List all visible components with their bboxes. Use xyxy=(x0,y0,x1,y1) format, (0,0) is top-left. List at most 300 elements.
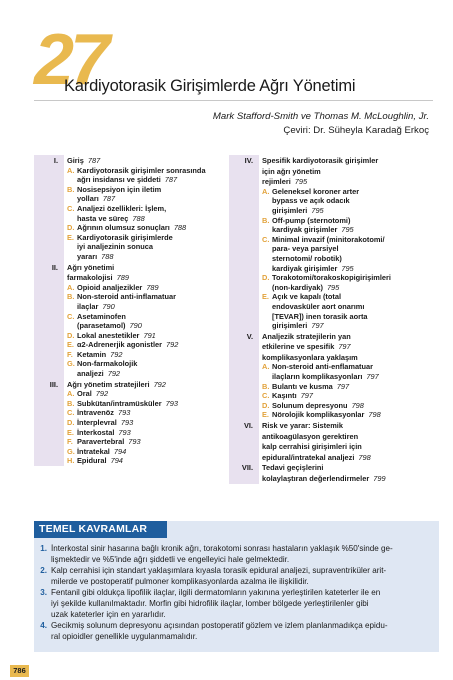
toc-entry-letter: D. xyxy=(67,418,75,428)
toc-page-number: 790 xyxy=(102,301,115,311)
toc-page-number: 798 xyxy=(368,410,381,420)
toc-section-title-text: komplikasyonlara yaklaşım xyxy=(262,352,358,362)
toc-entry-row xyxy=(67,447,227,457)
toc-entry-letter: A. xyxy=(262,186,270,196)
key-concept-line: Kalp cerrahisi için standart yaklaşımlara kıyasla torasik epidural analjezi, supraventriküler arit- xyxy=(51,566,387,575)
toc-section xyxy=(34,262,227,379)
toc-entry-line: Non-steroid anti-inflamatuar xyxy=(77,292,176,302)
toc-entry-text xyxy=(272,235,439,245)
toc-page-number: 795 xyxy=(341,225,354,235)
toc-section-title xyxy=(67,272,227,283)
toc-page-number: 795 xyxy=(341,263,354,273)
key-concept-item xyxy=(36,543,436,565)
toc-section-title-text: Analjezik stratejilerin yan xyxy=(262,331,351,341)
toc-section-title-text: farmakolojisi xyxy=(67,273,113,283)
toc-entry-line: ilaçların komplikasyonları xyxy=(272,372,363,382)
toc-entry-row xyxy=(262,362,439,372)
toc-entry-letter: C. xyxy=(67,203,75,213)
key-concept-item xyxy=(36,587,436,620)
toc-page-number: 797 xyxy=(336,381,350,391)
toc-page-number: 795 xyxy=(326,282,340,292)
toc-page-number: 797 xyxy=(300,391,313,401)
toc-entry-line: girişimleri xyxy=(272,321,308,331)
toc-entry-letter: E. xyxy=(262,410,269,420)
key-concept-number: 1. xyxy=(40,544,47,553)
toc-section xyxy=(34,379,227,466)
toc-entry-text xyxy=(272,292,439,302)
toc-entry-text xyxy=(77,166,227,176)
toc-section-title-text: etkilerine ve spesifik xyxy=(262,342,335,352)
toc-section-body xyxy=(64,262,227,379)
toc-entry-text xyxy=(272,264,439,274)
toc-entry-row xyxy=(67,312,227,322)
toc-section-title xyxy=(67,155,227,166)
toc-entry-text xyxy=(77,252,227,262)
toc-entry-text xyxy=(272,321,439,331)
toc-page-number: 788 xyxy=(132,213,145,223)
toc-section-title xyxy=(67,379,227,390)
toc-page-number: 793 xyxy=(128,437,141,447)
toc-section-title xyxy=(262,155,439,166)
toc-entry-text xyxy=(77,233,227,243)
toc-entry-letter: B. xyxy=(67,398,75,408)
toc-page-number: 793 xyxy=(117,408,131,418)
toc-section-title-text: Spesifik kardiyotorasik girişimler xyxy=(262,156,379,165)
toc-section-title-text: kalp cerrahisi girişimleri için xyxy=(262,442,362,452)
toc-entry-letter xyxy=(262,302,272,312)
toc-entry-line: İnterplevral xyxy=(77,418,117,428)
toc-page-number: 795 xyxy=(294,177,308,187)
concept-list xyxy=(36,543,436,642)
toc-entry-row xyxy=(67,408,227,418)
toc-page-number: 790 xyxy=(129,321,142,331)
toc-entry-letter: D. xyxy=(262,273,270,283)
toc-page-number: 793 xyxy=(165,398,178,408)
toc-entry-text xyxy=(77,331,227,341)
toc-page-number: 792 xyxy=(107,369,121,379)
toc-entry-text xyxy=(272,391,439,401)
toc-entry-text xyxy=(272,312,439,322)
toc-entry-letter: C. xyxy=(262,391,270,401)
toc-page-number: 798 xyxy=(358,452,371,462)
toc-entry-row xyxy=(67,369,227,379)
toc-entry-line: (non-kardiyak) xyxy=(272,282,323,292)
toc-page-number: 799 xyxy=(373,474,386,483)
toc-entry-row xyxy=(67,331,227,341)
key-concept-item xyxy=(36,620,436,642)
toc-section-title xyxy=(262,441,439,452)
toc-page-number: 787 xyxy=(87,156,101,165)
toc-right-column xyxy=(229,155,439,484)
toc-page-number: 788 xyxy=(101,251,114,261)
chapter-title: Kardiyotorasik Girişimlerde Ağrı Yönetimi xyxy=(64,77,356,95)
authors-block xyxy=(213,110,429,138)
toc-section-title-text: için ağrı yönetim xyxy=(262,166,321,176)
toc-entry-line: Nosisepsiyon için iletim xyxy=(77,184,162,194)
toc-entry-text xyxy=(77,312,227,322)
toc-entry-line: ağrı insidansı ve şiddeti xyxy=(77,175,161,185)
toc-entry-line: Kardiyotorasik girişimlerde xyxy=(77,232,173,242)
toc-section-title xyxy=(262,166,439,177)
toc-entry-line: Analjezi özellikleri: İşlem, xyxy=(77,203,167,213)
toc-entry-text xyxy=(77,428,227,438)
toc-entry-text xyxy=(272,410,439,420)
toc-section xyxy=(229,331,439,420)
toc-section-number: IV. xyxy=(229,155,259,331)
toc-section-title-text: antikoagülasyon gerektiren xyxy=(262,431,359,441)
toc-entry-letter xyxy=(262,283,272,293)
toc-entry-row xyxy=(262,283,439,293)
toc-page-number: 793 xyxy=(120,418,134,428)
toc-entry-line: Kardiyotorasik girişimler sonrasında xyxy=(77,165,206,175)
toc-entry-text xyxy=(272,196,439,206)
key-concept-line: uzak kateterler için en yararlıdır. xyxy=(51,610,166,619)
toc-entry-text xyxy=(77,399,227,409)
toc-entry-row xyxy=(262,225,439,235)
toc-section-title xyxy=(262,176,439,187)
toc-section-body xyxy=(259,462,439,483)
toc-entry-text xyxy=(272,187,439,197)
toc-entry-text xyxy=(77,321,227,331)
toc-entry-line: ilaçlar xyxy=(77,301,99,311)
page-number-badge: 786 xyxy=(10,665,29,677)
authors: Mark Stafford-Smith ve Thomas M. McLoughlin, Jr. xyxy=(212,111,429,122)
toc-entry-row xyxy=(67,223,227,233)
toc-entry-line: hasta ve süreç xyxy=(77,213,129,223)
key-concept-text xyxy=(51,587,436,620)
toc-entry-letter: A. xyxy=(262,362,270,372)
toc-section-title xyxy=(262,431,439,442)
toc-section-title-text: Giriş xyxy=(67,156,84,165)
toc-page-number: 798 xyxy=(351,400,364,410)
toc-section-number: VI. xyxy=(229,420,259,462)
toc-section-body xyxy=(259,331,439,420)
toc-entry-line: Lokal anestetikler xyxy=(77,330,140,340)
toc-entry-letter: D. xyxy=(67,330,75,340)
toc-entry-line: (parasetamol) xyxy=(77,321,126,331)
toc-entry-letter xyxy=(262,206,272,216)
toc-entry-row xyxy=(262,312,439,322)
toc-page-number: 791 xyxy=(143,330,156,340)
toc-entry-row xyxy=(262,401,439,411)
toc-entry-row xyxy=(262,235,439,245)
toc-entry-text xyxy=(77,223,227,233)
toc-entry-letter: B. xyxy=(262,381,270,391)
toc-entry-text xyxy=(272,283,439,293)
toc-section-title-text: rejimleri xyxy=(262,177,291,187)
toc-entry-text xyxy=(77,350,227,360)
toc-entry-text xyxy=(272,216,439,226)
toc-entry-text xyxy=(77,292,227,302)
toc-entry-row xyxy=(67,242,227,252)
toc-entry-letter: A. xyxy=(67,389,75,399)
toc-entry-line: Torakotomi/torakoskopigirişimleri xyxy=(272,273,391,283)
toc-entry-line: İntratekal xyxy=(77,446,110,456)
toc-page-number: 789 xyxy=(116,273,129,283)
toc-entry-line: para- veya parsiyel xyxy=(272,244,339,254)
toc-entry-line: endovasküler aort onarımı xyxy=(272,301,365,311)
toc-entry-row xyxy=(67,214,227,224)
toc-page-number: 797 xyxy=(366,372,379,382)
toc-entry-letter xyxy=(67,321,77,331)
toc-entry-row xyxy=(67,292,227,302)
toc-entry-line: yolları xyxy=(77,194,99,204)
toc-page-number: 792 xyxy=(95,389,109,399)
toc-entry-row xyxy=(262,382,439,392)
key-concept-line: iyi şekilde kullanılmaktadır. Morfin gibi hidrofilik ilaçlar, lomber bölgede yerleştirilenler gibi xyxy=(51,599,369,608)
toc-entry-line: kardiyak girişimler xyxy=(272,263,338,273)
toc-entry-letter xyxy=(262,312,272,322)
toc-entry-letter: C. xyxy=(67,311,75,321)
toc-entry-text xyxy=(272,225,439,235)
toc-section-body xyxy=(64,379,227,466)
key-concept-line: Gecikmiş solunum depresyonu açısından postoperatif gözlem ve izlem planlanmadıkça epidu- xyxy=(51,621,388,630)
toc-entry-text xyxy=(272,401,439,411)
toc-page-number: 797 xyxy=(338,342,351,352)
key-concept-text xyxy=(51,620,436,642)
toc-section-number: V. xyxy=(229,331,259,420)
toc-entry-text xyxy=(77,175,227,185)
toc-entry-line: Non-farmakolojik xyxy=(77,359,138,369)
key-concept-line: Fentanil gibi oldukça lipofilik ilaçlar, ilgili dermatomların yakınına yerleştirilen kateterler ile en xyxy=(51,588,381,597)
toc-section-title xyxy=(262,473,439,484)
toc-entry-row xyxy=(67,166,227,176)
toc-entry-row xyxy=(67,321,227,331)
toc-entry-row xyxy=(67,437,227,447)
toc-entry-line: girişimleri xyxy=(272,205,308,215)
toc-entry-letter: E. xyxy=(262,292,269,302)
toc-entry-line: Non-steroid anti-enflamatuar xyxy=(272,362,374,372)
toc-section-body xyxy=(259,155,439,331)
toc-entry-row xyxy=(262,321,439,331)
toc-entry-row xyxy=(67,185,227,195)
toc-entry-line: Asetaminofen xyxy=(77,311,126,321)
toc-section-title xyxy=(67,262,227,273)
toc-page-number: 787 xyxy=(164,175,178,185)
toc-entry-line: yararı xyxy=(77,251,98,261)
toc-section-title-text: Ağrı yönetim stratejileri xyxy=(67,379,150,389)
toc-entry-text xyxy=(77,302,227,312)
toc-section-title-text: Tedavi geçişlerini xyxy=(262,463,324,473)
toc-entry-text xyxy=(77,283,227,293)
toc-entry-letter xyxy=(67,302,77,312)
toc-section-number: II. xyxy=(34,262,64,379)
toc-page-number: 792 xyxy=(166,340,179,350)
toc-entry-letter xyxy=(67,175,77,185)
toc-section xyxy=(229,462,439,483)
toc-entry-text xyxy=(77,214,227,224)
toc-entry-row xyxy=(67,175,227,185)
toc-page-number: 792 xyxy=(153,379,166,389)
toc-entry-row xyxy=(67,252,227,262)
toc-entry-line: İntravenöz xyxy=(77,408,114,418)
toc-entry-letter: E. xyxy=(67,232,74,242)
toc-entry-line: Açık ve kapalı (total xyxy=(272,292,342,302)
toc-entry-text xyxy=(77,340,227,350)
toc-page-number: 797 xyxy=(311,321,324,331)
toc-section-title-text: Risk ve yarar: Sistemik xyxy=(262,421,343,431)
toc-entry-line: iyi analjezinin sonuca xyxy=(77,242,153,252)
toc-entry-text xyxy=(77,369,227,379)
toc-entry-row xyxy=(262,372,439,382)
key-concept-line: lişmektedir ve %5'inde ağrı şiddetli ve engelleyici hale gelmektedir. xyxy=(51,555,290,564)
toc-entry-letter: B. xyxy=(67,292,75,302)
toc-entry-letter: D. xyxy=(262,400,270,410)
toc-section-title xyxy=(262,462,439,473)
toc-entry-line: α2-Adrenerjik agonistler xyxy=(77,340,163,350)
toc-entry-text xyxy=(77,418,227,428)
toc-entry-text xyxy=(77,437,227,447)
toc-entry-row xyxy=(262,244,439,254)
title-rule xyxy=(34,100,433,101)
toc-entry-line: kardiyak girişimler xyxy=(272,225,338,235)
key-concept-item xyxy=(36,565,436,587)
toc-entry-row xyxy=(262,187,439,197)
toc-section-title-text: kolaylaştıran değerlendirmeler xyxy=(262,474,370,483)
toc-page-number: 793 xyxy=(118,427,131,437)
toc-left-column xyxy=(34,155,227,466)
toc-page-number: 792 xyxy=(110,349,123,359)
key-concept-number: 3. xyxy=(40,588,47,597)
toc-entry-letter xyxy=(67,214,77,224)
toc-entry-text xyxy=(272,244,439,254)
toc-entry-letter: G. xyxy=(67,446,75,456)
toc-entry-line: Off-pump (sternotomi) xyxy=(272,215,351,225)
toc-entry-text xyxy=(272,254,439,264)
toc-entry-letter xyxy=(262,254,272,264)
toc-page-number: 789 xyxy=(146,282,159,292)
toc-page-number: 794 xyxy=(110,456,123,466)
toc-entry-line: sternotomi/ robotik) xyxy=(272,253,342,263)
toc-entry-row xyxy=(67,359,227,369)
translator: Çeviri: Dr. Süheyla Karadağ Erkoç xyxy=(283,125,429,136)
toc-entry-line: Bulantı ve kusma xyxy=(272,381,333,391)
toc-entry-row xyxy=(67,389,227,399)
toc-entry-text xyxy=(77,242,227,252)
toc-entry-letter: B. xyxy=(67,184,75,194)
toc-entry-text xyxy=(272,372,439,382)
toc-section xyxy=(34,155,227,262)
toc-entry-letter: B. xyxy=(262,215,270,225)
key-concept-line: İnterkostal sinir hasarına bağlı kronik ağrı, torakotomi sonrası hastaların yaklaşık %50'sinde ge- xyxy=(51,544,393,553)
toc-entry-letter: A. xyxy=(67,165,75,175)
toc-entry-line: Ağrının olumsuz sonuçları xyxy=(77,223,170,233)
toc-page-number: 787 xyxy=(102,194,116,204)
toc-section-title xyxy=(262,420,439,431)
toc-entry-row xyxy=(262,292,439,302)
toc-page-number: 788 xyxy=(173,223,187,233)
toc-section-body xyxy=(64,155,227,262)
toc-entry-letter xyxy=(262,244,272,254)
toc-entry-text xyxy=(272,382,439,392)
toc-entry-line: analjezi xyxy=(77,369,104,379)
toc-entry-row xyxy=(262,216,439,226)
toc-entry-letter xyxy=(67,242,77,252)
toc-entry-line: [TEVAR]) inen torasik aorta xyxy=(272,311,368,321)
toc-entry-row xyxy=(67,340,227,350)
toc-entry-row xyxy=(67,399,227,409)
toc-entry-letter xyxy=(262,372,272,382)
toc-entry-row xyxy=(67,194,227,204)
toc-entry-text xyxy=(77,447,227,457)
toc-entry-text xyxy=(77,456,227,466)
toc-entry-text xyxy=(77,408,227,418)
toc-entry-letter xyxy=(262,196,272,206)
toc-section xyxy=(229,420,439,462)
toc-entry-line: Subkütan/intramüsküler xyxy=(77,398,162,408)
toc-entry-line: Oral xyxy=(77,389,92,399)
toc-entry-text xyxy=(272,206,439,216)
toc-section-number: III. xyxy=(34,379,64,466)
key-concept-number: 2. xyxy=(40,566,47,575)
toc-section-body xyxy=(259,420,439,462)
toc-entry-line: Paravertebral xyxy=(77,437,125,447)
toc-entry-row xyxy=(262,302,439,312)
concept-header: TEMEL KAVRAMLAR xyxy=(34,521,167,538)
toc-entry-text xyxy=(77,185,227,195)
key-concept-line: ral opioidler genellikle uygulanmamalıdır. xyxy=(51,632,198,641)
toc-entry-line: İnterkostal xyxy=(77,427,115,437)
toc-entry-text xyxy=(272,362,439,372)
toc-entry-row xyxy=(262,206,439,216)
toc-entry-text xyxy=(77,194,227,204)
toc-section-title-text: Ağrı yönetimi xyxy=(67,262,115,272)
toc-entry-row xyxy=(262,196,439,206)
toc-entry-row xyxy=(262,273,439,283)
toc-entry-line: Geleneksel koroner arter xyxy=(272,186,360,196)
toc-entry-letter: C. xyxy=(67,408,75,418)
toc-entry-row xyxy=(67,283,227,293)
key-concept-line: milerde ve postoperatif pulmoner komplikasyonlarda azalma ile ilişkilidir. xyxy=(51,577,309,586)
toc-entry-letter: G. xyxy=(67,359,75,369)
toc-section-title xyxy=(262,331,439,342)
toc-entry-letter xyxy=(67,369,77,379)
toc-entry-row xyxy=(262,410,439,420)
toc-entry-line: Minimal invazif (minitorakotomi/ xyxy=(272,234,385,244)
toc-entry-row xyxy=(67,350,227,360)
toc-entry-letter: D. xyxy=(67,223,75,233)
key-concept-text xyxy=(51,543,436,565)
toc-entry-line: bypass ve açık odacık xyxy=(272,196,350,206)
toc-entry-letter: A. xyxy=(67,282,75,292)
toc-entry-text xyxy=(77,204,227,214)
toc-entry-letter: H. xyxy=(67,456,75,466)
toc-page-number: 795 xyxy=(311,205,324,215)
toc-entry-row xyxy=(67,204,227,214)
toc-entry-row xyxy=(67,233,227,243)
key-concept-number: 4. xyxy=(40,621,47,630)
toc-entry-row xyxy=(67,428,227,438)
toc-entry-text xyxy=(272,273,439,283)
toc-entry-letter xyxy=(262,264,272,274)
toc-entry-row xyxy=(262,254,439,264)
toc-entry-line: Solunum depresyonu xyxy=(272,400,348,410)
toc-page-number: 794 xyxy=(113,446,127,456)
toc-entry-line: Kaşıntı xyxy=(272,391,297,401)
toc-entry-letter xyxy=(262,321,272,331)
toc-entry-letter: F. xyxy=(67,437,73,447)
toc-entry-letter: E. xyxy=(67,340,74,350)
key-concept-text xyxy=(51,565,436,587)
toc-entry-line: Epidural xyxy=(77,456,107,466)
toc-entry-letter xyxy=(67,252,77,262)
toc-entry-row xyxy=(262,391,439,401)
toc-entry-text xyxy=(77,359,227,369)
toc-section-title xyxy=(262,341,439,352)
toc-entry-line: Nörolojik komplikasyonlar xyxy=(272,410,365,420)
toc-section xyxy=(229,155,439,331)
toc-section-title xyxy=(262,452,439,463)
